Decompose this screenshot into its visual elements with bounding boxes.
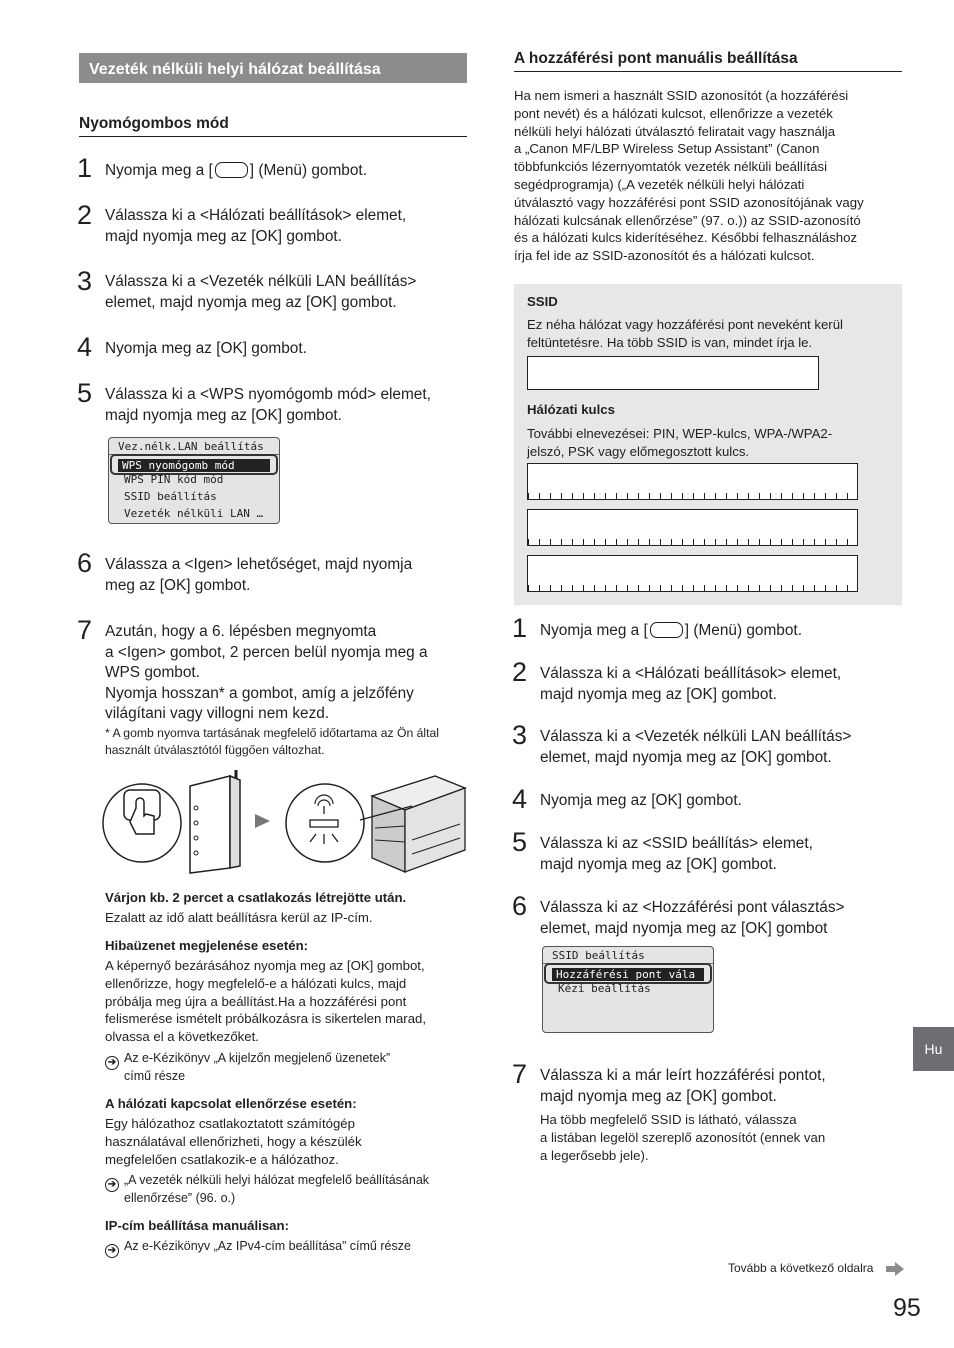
r-step-7-note: Ha több megfelelő SSID is látható, válassza a listában legelöl szereplő azonosítót (ennek van a legerősebb jele). — [540, 1112, 826, 1163]
step-number: 5 — [77, 378, 93, 408]
next-page-label[interactable]: Tovább a következő oldalra — [728, 1261, 874, 1275]
step-number: 4 — [512, 784, 528, 814]
key-title: Hálózati kulcs — [527, 402, 615, 417]
step-2-text: Válassza ki a <Hálózati beállítások> elemet, majd nyomja meg az [OK] gombot. — [105, 207, 407, 245]
language-tab: Hu — [913, 1027, 954, 1071]
step-number: 7 — [512, 1059, 528, 1089]
step-7-text: Azután, hogy a 6. lépésben megnyomta a <Igen> gombot, 2 percen belül nyomja meg a WPS gombot. Nyomja hosszan* a gombot, amíg a jelzőfény világítani vagy villogni nem kezd. — [105, 623, 428, 722]
lcd-selected-row — [544, 963, 712, 984]
intro-text: Ha nem ismeri a használt SSID azonosítót (a hozzáférési pont nevét) és a hálózati kulcsot, ellenőrizze a vezeték nélküli helyi hálózati útválasztó feliratait vagy használja a „Canon MF/LBP Wireless Setup Assistant” (Canon többfunkciós lézernyomtatók vezeték nélküli beállítási segédprogramja) („A vezeték nélküli helyi hálózati útválasztó vagy hozzáférési pont SSID azonosítójának vagy hálózati kulcsának ellenőrzése” (97. o.)) az SSID-azonosító és a hálózati kulcs kiderítéséhez. Későbbi felhasználáshoz írja fel ide az SSID-azonosítót és a hálózati kulcsot. — [514, 88, 864, 264]
r-step-4-text: Nyomja meg az [OK] gombot. — [540, 792, 742, 809]
key-write-field[interactable] — [527, 463, 858, 500]
next-arrow-icon — [886, 1262, 904, 1276]
step-6-text: Válassza a <Igen> lehetőséget, majd nyomja meg az [OK] gombot. — [105, 556, 413, 594]
key-write-field[interactable] — [527, 555, 858, 592]
step-1-post: ] (Menü) gombot. — [249, 162, 367, 179]
section-title-bar — [79, 53, 467, 83]
lcd-display — [542, 946, 714, 1033]
step-1-pre: Nyomja meg a [ — [105, 162, 213, 179]
lcd-title: SSID beállítás — [552, 949, 645, 962]
ip-title: IP-cím beállítása manuálisan: — [105, 1218, 289, 1233]
r-step-7-text: Válassza ki a már leírt hozzáférési pontot, majd nyomja meg az [OK] gombot. — [540, 1067, 826, 1105]
error-title: Hibaüzenet megjelenése esetén: — [105, 938, 309, 953]
menu-key-icon — [650, 622, 683, 638]
lcd-title: Vez.nélk.LAN beállítás — [118, 440, 264, 453]
lcd-row: SSID beállítás — [124, 490, 217, 503]
subsection-title: Nyomógombos mód — [79, 115, 467, 137]
section-title: Vezeték nélküli helyi hálózat beállítása — [89, 61, 381, 78]
step-number: 1 — [77, 153, 93, 183]
step-number: 1 — [512, 613, 528, 643]
ip-reference[interactable]: Az e-Kézikönyv „Az IPv4-cím beállítása” című része — [124, 1239, 411, 1253]
step-1-text — [105, 161, 367, 182]
key-write-field[interactable] — [527, 509, 858, 546]
lcd-selected-label: WPS nyomógomb mód — [118, 459, 270, 472]
key-text: További elnevezései: PIN, WEP-kulcs, WPA-/WPA2- jelszó, PSK vagy előmegosztott kulcs. — [527, 426, 833, 459]
arrow-ref-icon: ➔ — [105, 1050, 123, 1070]
error-text: A képernyő bezárásához nyomja meg az [OK] gombot, ellenőrizze, hogy megfelelő-e a hálózati kulcs, majd próbálja meg újra a beállítást.Ha a hozzáférési pont felismerése ismételt próbálkozásra is sikertelen marad, olvassa el a következőket. — [105, 958, 427, 1045]
lcd-selected-label: Hozzáférési pont vála — [552, 968, 704, 981]
check-title: A hálózati kapcsolat ellenőrzése esetén: — [105, 1096, 357, 1111]
notes-panel — [514, 284, 902, 605]
ssid-text: Ez néha hálózat vagy hozzáférési pont neveként kerül feltüntetésre. Ha több SSID is van, mindet írja le. — [527, 317, 843, 350]
step-number: 2 — [77, 200, 93, 230]
step-number: 5 — [512, 827, 528, 857]
step-number: 3 — [512, 720, 528, 750]
arrow-ref-icon: ➔ — [105, 1172, 123, 1192]
r-step-1-post: ] (Menü) gombot. — [684, 622, 802, 639]
step-number: 6 — [512, 891, 528, 921]
wps-button-illustration — [100, 768, 470, 878]
step-number: 4 — [77, 332, 93, 362]
step-number: 6 — [77, 548, 93, 578]
wait-title: Várjon kb. 2 percet a csatlakozás létrejötte után. — [105, 890, 407, 905]
check-reference[interactable]: „A vezeték nélküli helyi hálózat megfelelő beállításának ellenőrzése” (96. o.) — [124, 1173, 430, 1205]
step-number: 2 — [512, 657, 528, 687]
ssid-title: SSID — [527, 294, 558, 309]
step-5-text: Válassza ki a <WPS nyomógomb mód> elemet, majd nyomja meg az [OK] gombot. — [105, 386, 431, 424]
right-section-title: A hozzáférési pont manuális beállítása — [514, 50, 902, 72]
r-step-5-text: Válassza ki az <SSID beállítás> elemet, majd nyomja meg az [OK] gombot. — [540, 835, 813, 873]
lcd-row: Vezeték nélküli LAN … — [124, 507, 264, 520]
step-number: 7 — [77, 615, 93, 645]
step-4-text: Nyomja meg az [OK] gombot. — [105, 340, 307, 357]
r-step-3-text: Válassza ki a <Vezeték nélküli LAN beállítás> elemet, majd nyomja meg az [OK] gombot. — [540, 728, 852, 766]
r-step-1-pre: Nyomja meg a [ — [540, 622, 648, 639]
r-step-6-text: Válassza ki az <Hozzáférési pont választás> elemet, majd nyomja meg az [OK] gombot — [540, 899, 845, 937]
r-step-1-text — [540, 621, 802, 642]
arrow-ref-icon: ➔ — [105, 1238, 123, 1258]
r-step-2-text: Válassza ki a <Hálózati beállítások> elemet, majd nyomja meg az [OK] gombot. — [540, 665, 842, 703]
lcd-selected-row — [110, 454, 278, 475]
page-number: 95 — [893, 1294, 921, 1322]
error-reference[interactable]: Az e-Kézikönyv „A kijelzőn megjelenő üzenetek” című része — [124, 1051, 391, 1083]
ssid-write-field[interactable] — [527, 356, 819, 390]
step-3-text: Válassza ki a <Vezeték nélküli LAN beállítás> elemet, majd nyomja meg az [OK] gombot. — [105, 273, 417, 311]
lcd-display — [108, 437, 280, 524]
lcd-row: Kézi beállítás — [558, 984, 651, 993]
menu-key-icon — [215, 162, 248, 178]
lcd-row: WPS PIN kód mód — [124, 475, 224, 484]
wait-text: Ezalatt az idő alatt beállításra kerül az IP-cím. — [105, 910, 373, 925]
footnote: * A gomb nyomva tartásának megfelelő időtartama az Ön által használt útválasztótól függően változhat. — [105, 726, 439, 757]
step-number: 3 — [77, 266, 93, 296]
check-text: Egy hálózathoz csatlakoztatott számítógép használatával ellenőrizheti, hogy a készülék megfelelően csatlakozik-e a hálózathoz. — [105, 1116, 362, 1167]
